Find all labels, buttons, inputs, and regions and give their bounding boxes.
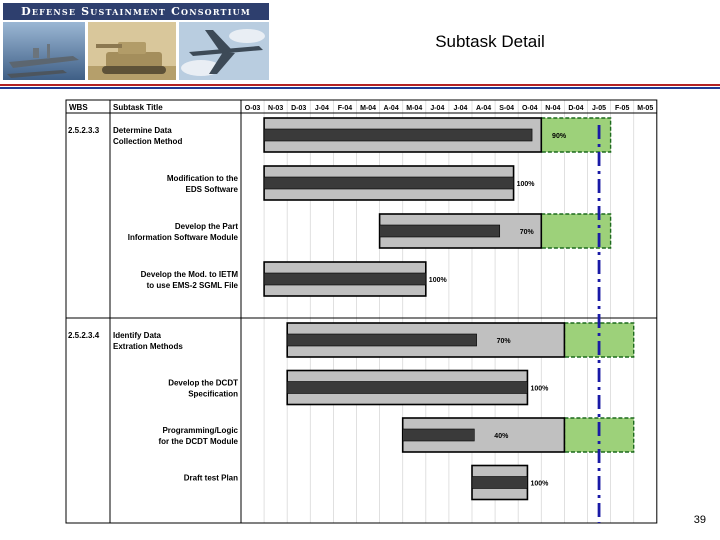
month-tick-label: O-03 <box>244 105 261 112</box>
progress-bar <box>287 382 527 394</box>
month-tick-label: M-04 <box>406 105 423 112</box>
percent-label: 70% <box>519 229 534 236</box>
month-tick-label: A-04 <box>475 105 492 112</box>
page-number: 39 <box>693 514 706 526</box>
month-tick-label: O-04 <box>521 105 538 112</box>
task-title: Collection Method <box>113 137 183 146</box>
task-title: Develop the Part <box>174 222 238 231</box>
progress-bar <box>403 429 475 441</box>
wbs-label: 2.5.2.3.3 <box>68 126 100 135</box>
task-title: Specification <box>188 389 238 399</box>
task-title: Determine Data <box>113 126 172 135</box>
task-title: Draft test Plan <box>183 473 238 483</box>
brand-title: Defense Sustainment Consortium <box>3 3 269 20</box>
task-title: Develop the DCDT <box>168 378 238 388</box>
month-tick-label: J-04 <box>314 105 329 112</box>
task-title: Modification to the <box>166 174 238 183</box>
task-title: Extration Methods <box>113 342 183 351</box>
month-tick-label: M-05 <box>637 105 654 112</box>
task-title: Information Software Module <box>127 233 238 242</box>
progress-bar <box>264 129 532 141</box>
progress-bar <box>264 177 513 189</box>
percent-label: 100% <box>516 181 535 188</box>
percent-label: 70% <box>496 338 511 345</box>
task-title: Identify Data <box>113 331 162 340</box>
task-title: EDS Software <box>185 185 238 194</box>
progress-bar <box>380 225 500 237</box>
chart-frame <box>66 100 657 523</box>
task-title: for the DCDT Module <box>158 437 238 446</box>
month-tick-label: J-04 <box>453 105 468 112</box>
wbs-column-header: WBS <box>69 103 88 112</box>
page-title: Subtask Detail <box>435 32 545 51</box>
percent-label: 100% <box>428 277 447 284</box>
task-title: to use EMS-2 SGML File <box>146 281 238 290</box>
percent-label: 90% <box>552 133 567 140</box>
percent-label: 100% <box>530 480 549 488</box>
progress-bar <box>472 477 527 489</box>
task-title: Programming/Logic <box>162 426 238 435</box>
progress-bar <box>264 273 426 285</box>
month-tick-label: J-04 <box>430 105 445 112</box>
month-tick-label: N-03 <box>268 105 284 112</box>
progress-bar <box>287 334 476 346</box>
month-tick-label: N-04 <box>545 105 561 112</box>
month-tick-label: F-05 <box>614 105 630 112</box>
month-tick-label: F-04 <box>337 105 353 112</box>
month-tick-label: A-04 <box>383 105 399 112</box>
task-title: Develop the Mod. to IETM <box>140 270 238 279</box>
percent-label: 100% <box>530 385 549 393</box>
month-tick-label: D-04 <box>568 105 584 112</box>
month-tick-label: J-05 <box>592 105 607 112</box>
month-tick-label: D-03 <box>291 105 307 112</box>
month-tick-label: M-04 <box>360 105 377 112</box>
percent-label: 40% <box>494 433 509 440</box>
wbs-label: 2.5.2.3.4 <box>68 331 100 340</box>
title-column-header: Subtask Title <box>113 103 163 112</box>
month-tick-label: S-04 <box>499 105 515 112</box>
